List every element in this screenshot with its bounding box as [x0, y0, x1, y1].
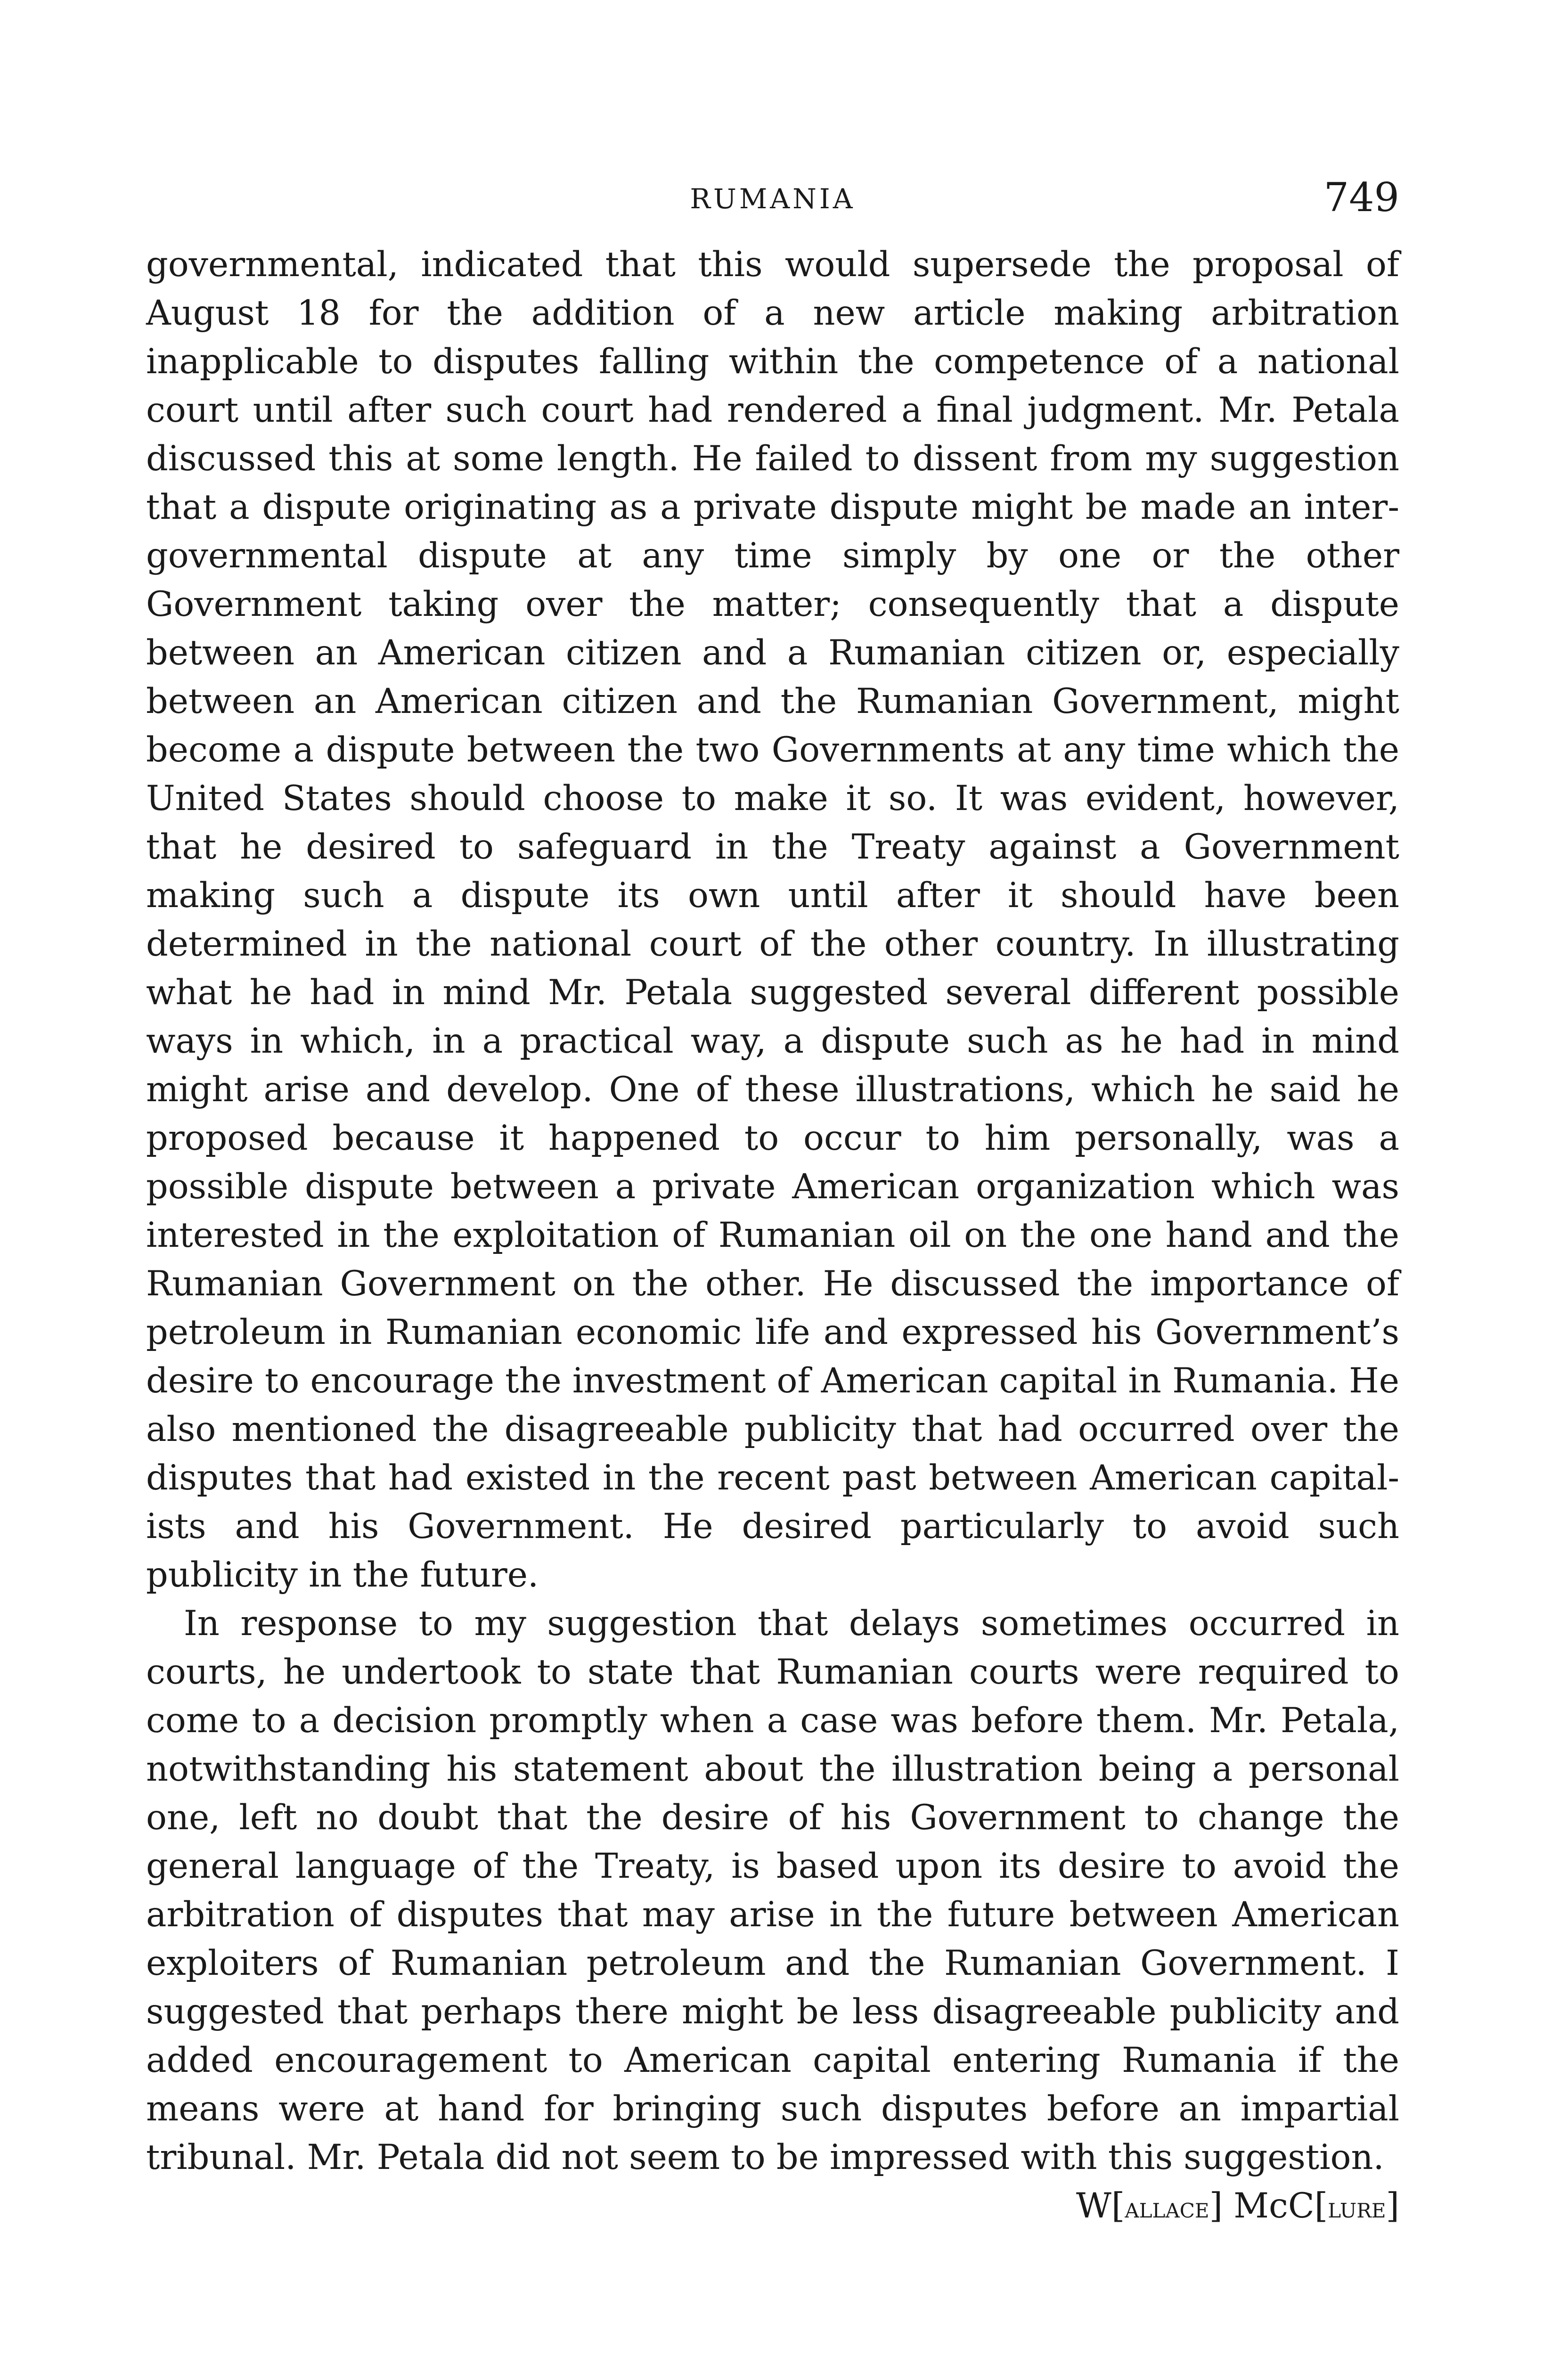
running-title: RUMANIA [690, 183, 856, 215]
signature-first-name-rest: allace [1125, 2192, 1209, 2225]
running-head [146, 174, 1399, 226]
signature-last-name-rest: lure [1328, 2192, 1386, 2225]
page-number: 749 [1323, 174, 1399, 221]
signature [146, 2182, 1399, 2233]
signature-initial-last: McC[ [1233, 2186, 1328, 2226]
signature-bracket-first: ] [1209, 2186, 1234, 2226]
paragraph-1: governmental, indicated that this would supersede the proposal of August 18 for the addition of a new article making arbitration inapplicable to disputes falling within the competence of a national court until after such court had rendered a final judgment. Mr. Petala discussed this at some length. He failed to dissent from my suggestion that a dispute originating as a private dispute might be made an inter-governmental dispute at any time simply by one or the other Government taking over the matter; consequently that a dispute between an American citizen and a Rumanian citizen or, especially between an American citizen and the Rumanian Government, might become a dispute between the two Governments at any time which the United States should choose to make it so. It was evident, however, that he desired to safeguard in the Treaty against a Government making such a dispute its own until after it should have been determined in the national court of the other country. In illustrating what he had in mind Mr. Petala suggested several different possible ways in which, in a practical way, a dispute such as he had in mind might arise and develop. One of these illustrations, which he said he proposed because it happened to occur to him personally, was a possible dispute between a private American organization which was interested in the exploitation of Rumanian oil on the one hand and the Rumanian Government on the other. He discussed the importance of petroleum in Rumanian economic life and expressed his Government’s desire to encourage the investment of American capital in Rumania. He also mentioned the disagreeable publicity that had occurred over the disputes that had existed in the recent past between American capitalists and his Government. He desired particularly to avoid such publicity in the future. [146, 245, 1400, 1595]
paragraph-2: In response to my suggestion that delays sometimes occurred in courts, he undertook to state that Rumanian courts were required to come to a decision promptly when a case was before them. Mr. Petala, notwithstanding his statement about the illustration being a personal one, left no doubt that the desire of his Government to change the general language of the Treaty, is based upon its desire to avoid the arbitration of disputes that may arise in the future between American exploiters of Rumanian petroleum and the Rumanian Government. I suggested that perhaps there might be less disagreeable publicity and added encouragement to American capital entering Rumania if the means were at hand for bringing such disputes before an impartial tribunal. Mr. Petala did not seem to be impressed with this suggestion. [146, 1603, 1399, 2177]
signature-bracket-last: ] [1386, 2186, 1399, 2226]
body-text [146, 240, 1399, 2182]
document-page [146, 174, 1399, 2233]
signature-initial-first: W[ [1076, 2186, 1125, 2226]
